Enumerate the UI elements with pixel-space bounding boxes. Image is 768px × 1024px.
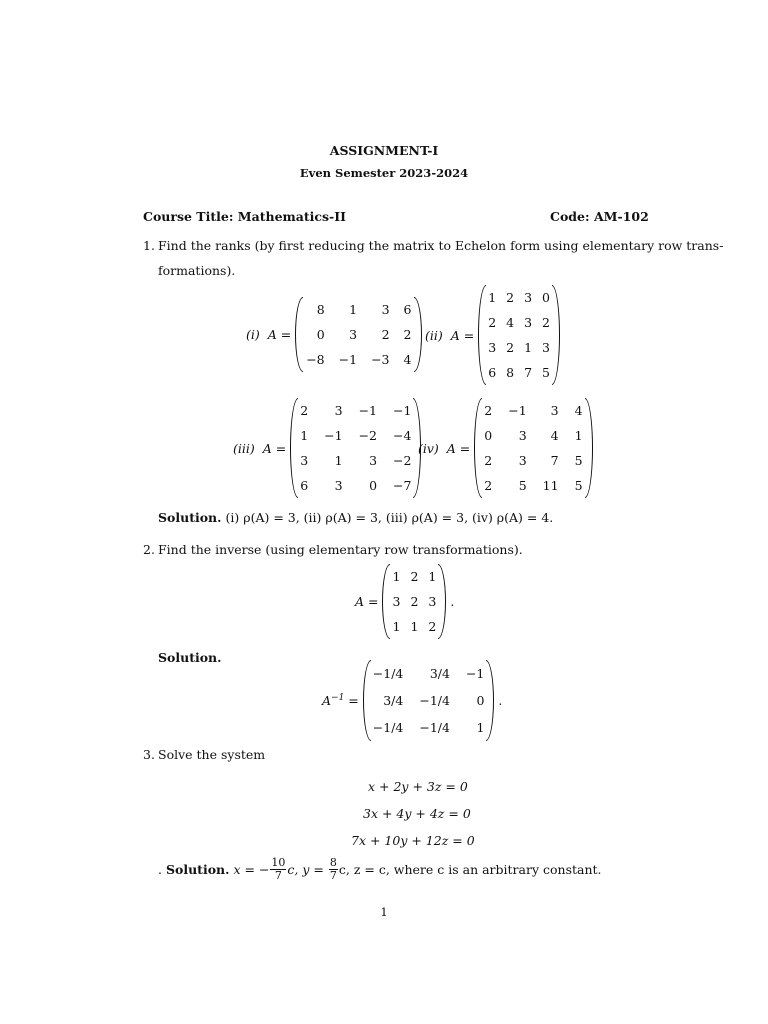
matrix-ii-label: (ii) (425, 327, 443, 343)
matrix-cell: 1 (488, 290, 497, 305)
matrix-cell: 3 (524, 290, 533, 305)
matrix-cell: 3 (518, 428, 527, 443)
matrix-cell: 3 (300, 453, 309, 468)
matrix-i-lhs: A = (267, 327, 292, 342)
q3-equation-3: 7x + 10y + 12z = 0 (351, 833, 475, 848)
semester-line: Even Semester 2023-2024 (299, 166, 469, 180)
matrix-cell: −1 (358, 403, 378, 418)
matrix-cell: 1 (410, 619, 419, 634)
matrix-cell: 0 (484, 428, 493, 443)
q1-solution (158, 510, 553, 525)
matrix-cell: −2 (393, 453, 412, 468)
matrix-cell: 4 (506, 315, 515, 330)
page-number: 1 (380, 905, 388, 919)
matrix-cell: 3 (381, 302, 390, 317)
q1-number: 1. (143, 238, 155, 253)
matrix-cell: 1 (574, 428, 583, 443)
q2-inverse-lhs: $A^{-1}$ = (322, 692, 359, 709)
q1-text-line1: Find the ranks (by first reducing the matrix to Echelon form using elementary row trans- (158, 238, 724, 253)
matrix-iii-label: (iii) (233, 440, 255, 456)
matrix-cell: 1 (392, 619, 401, 634)
matrix-ii-lhs: A = (450, 327, 475, 343)
matrix-cell: 2 (484, 478, 493, 493)
matrix-cell: 1 (428, 569, 437, 584)
matrix-iv-label: (iv) (418, 440, 439, 456)
matrix-cell: 4 (574, 403, 583, 418)
matrix-cell: 7 (550, 453, 559, 468)
matrix-cell: 0 (369, 478, 378, 493)
matrix-cell: 3 (369, 453, 378, 468)
matrix-cell: 3 (550, 403, 559, 418)
q3-solution-lead: . (158, 862, 162, 878)
matrix-cell: 1 (392, 569, 401, 584)
matrix-cell: 2 (506, 290, 515, 305)
matrix-cell: 3 (428, 594, 437, 609)
matrix-cell: 1 (349, 302, 358, 317)
matrix-cell: 1 (334, 453, 343, 468)
matrix-cell: 2 (484, 453, 493, 468)
q2-matrix (355, 564, 454, 639)
matrix-cell: 2 (410, 594, 419, 609)
matrix-cell: 3/4 (383, 693, 404, 708)
matrix-iii (233, 398, 421, 498)
q1-solution-label: Solution. (158, 510, 222, 525)
matrix-cell: 0 (316, 327, 325, 342)
matrix-cell: −3 (371, 352, 390, 367)
matrix-cell: 2 (542, 315, 550, 330)
matrix-cell: 1 (476, 720, 485, 735)
matrix-cell: 6 (488, 365, 497, 380)
matrix-cell: −4 (393, 428, 412, 443)
matrix-ii (425, 285, 560, 385)
q2-text: Find the inverse (using elementary row transformations). (158, 542, 523, 557)
q3-solution-label: Solution. (165, 862, 230, 878)
matrix-cell: 7 (524, 365, 533, 380)
matrix-i (246, 297, 422, 372)
matrix-cell: 3 (524, 315, 533, 330)
q3-equation-1: x + 2y + 3z = 0 (368, 779, 468, 794)
matrix-cell: 8 (316, 302, 325, 317)
matrix-cell: 3 (334, 478, 343, 493)
course-title: Course Title: Mathematics-II (143, 209, 346, 224)
matrix-cell: −2 (358, 428, 378, 443)
matrix-cell: −1 (508, 403, 527, 418)
matrix-cell: 3 (488, 340, 497, 355)
q1-solution-text: (i) ρ(A) = 3, (ii) ρ(A) = 3, (iii) ρ(A) = 3, (iv) ρ(A) = 4. (225, 510, 554, 525)
matrix-cell: 2 (428, 619, 437, 634)
fraction-8-7: $\frac{8}{7}$ (329, 856, 337, 883)
matrix-iii-lhs: A = (262, 440, 287, 456)
matrix-cell: 4 (403, 352, 412, 367)
matrix-cell: 2 (506, 340, 515, 355)
q2-inverse-period: . (498, 693, 503, 708)
matrix-cell: 6 (300, 478, 309, 493)
matrix-cell: −1/4 (372, 720, 404, 735)
matrix-cell: 3 (518, 453, 527, 468)
q3-text: Solve the system (158, 747, 266, 762)
matrix-cell: 1 (300, 428, 309, 443)
matrix-cell: −1 (465, 666, 485, 681)
matrix-cell: −7 (393, 478, 412, 493)
matrix-cell: −1 (324, 428, 343, 443)
matrix-cell: −1/4 (419, 693, 450, 708)
q3-sol-end: c, z = c, where c is an arbitrary constant. (338, 862, 602, 878)
q2-inverse-matrix (322, 660, 502, 741)
matrix-cell: 2 (488, 315, 497, 330)
matrix-cell: 1 (524, 340, 533, 355)
q2-matrix-lhs: A = (355, 594, 379, 609)
matrix-cell: 2 (484, 403, 493, 418)
matrix-cell: 3 (349, 327, 358, 342)
matrix-cell: −8 (306, 352, 325, 367)
matrix-cell: 6 (403, 302, 412, 317)
q3-sol-mid: c, y = (287, 862, 324, 878)
q2-number: 2. (143, 542, 155, 557)
matrix-cell: 5 (574, 478, 583, 493)
matrix-cell: 5 (542, 365, 550, 380)
matrix-cell: −1/4 (372, 666, 404, 681)
q1-text-line2: formations). (158, 263, 236, 278)
q2-matrix-period: . (450, 594, 455, 609)
q3-equation-2: 3x + 4y + 4z = 0 (363, 806, 471, 821)
q2-solution-label: Solution. (158, 650, 222, 665)
matrix-cell: 2 (300, 403, 309, 418)
matrix-cell: −1 (393, 403, 412, 418)
q3-sol-x: x = − (233, 862, 270, 878)
assignment-title: ASSIGNMENT-I (329, 143, 439, 158)
matrix-cell: 0 (476, 693, 485, 708)
q3-solution (158, 857, 602, 882)
matrix-cell: 4 (550, 428, 559, 443)
matrix-cell: 3 (542, 340, 550, 355)
matrix-cell: 2 (381, 327, 390, 342)
matrix-cell: 2 (403, 327, 412, 342)
matrix-cell: 5 (574, 453, 583, 468)
matrix-cell: 11 (542, 478, 559, 493)
matrix-i-label: (i) (246, 327, 260, 342)
matrix-cell: −1 (338, 352, 358, 367)
matrix-cell: 0 (542, 290, 550, 305)
fraction-10-7: $\frac{10}{7}$ (271, 856, 286, 883)
matrix-cell: 2 (410, 569, 419, 584)
matrix-iv-lhs: A = (446, 440, 471, 456)
course-code: Code: AM-102 (550, 209, 649, 224)
matrix-cell: 5 (518, 478, 527, 493)
matrix-cell: 3 (392, 594, 401, 609)
q3-number: 3. (143, 747, 155, 762)
matrix-cell: 3 (334, 403, 343, 418)
matrix-cell: −1/4 (419, 720, 450, 735)
matrix-cell: 8 (506, 365, 515, 380)
matrix-iv (418, 398, 593, 498)
matrix-cell: 3/4 (429, 666, 450, 681)
